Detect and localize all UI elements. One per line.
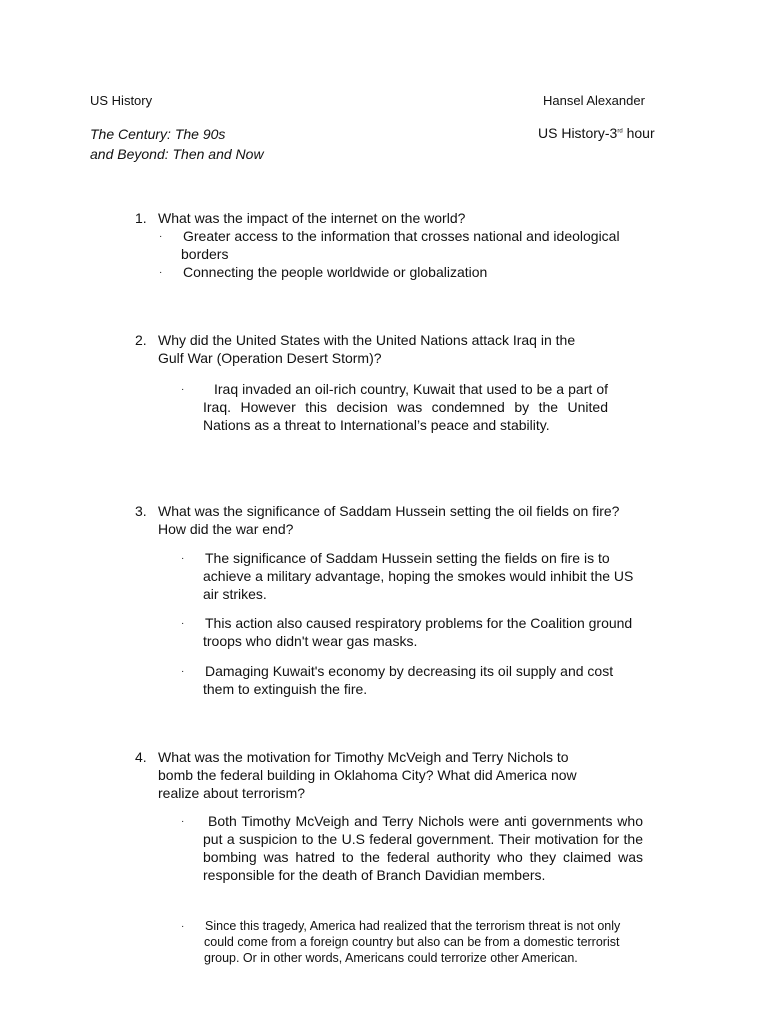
question-line: What was the impact of the internet on the world?: [158, 210, 466, 226]
bullet: ·: [159, 267, 163, 278]
question-number: 2.: [135, 332, 147, 348]
answer-line: borders: [181, 246, 229, 262]
question-text: [158, 209, 465, 227]
answer-line: could come from a foreign country but also can be from a domestic terrorist: [204, 935, 620, 949]
answer-line: Since this tragedy, America had realized that the terrorism threat is not only: [205, 919, 621, 933]
answer-line: them to extinguish the fire.: [203, 681, 368, 697]
question-line: realize about terrorism?: [158, 785, 306, 801]
course-period-suffix: hour: [622, 125, 655, 141]
answer-line: This action also caused respiratory problems for the Coalition ground: [205, 615, 633, 631]
answer-1b: Connecting the people worldwide or globalization: [183, 264, 488, 280]
bullet: ·: [181, 553, 185, 564]
answer-line: air strikes.: [203, 586, 267, 602]
question-line: bomb the federal building in Oklahoma City? What did America now: [158, 767, 577, 783]
bullet: ·: [181, 384, 185, 395]
title-line-1: The Century: The 90s: [90, 126, 226, 142]
answer-4b: [204, 918, 684, 966]
answer-line: group. Or in other words, Americans could terrorize other American.: [204, 951, 578, 965]
question-line: How did the war end?: [158, 521, 294, 537]
question-number: 3.: [135, 503, 147, 519]
author-name: Hansel Alexander: [543, 93, 645, 108]
answer-4a: Both Timothy McVeigh and Terry Nichols were anti governments who put a suspicion to the U.S federal government. Their motivation for the bombing was hatred to the federal authority who they claimed was responsible for the death of Branch Davidian members.: [203, 813, 643, 883]
answer-line: Damaging Kuwait's economy by decreasing its oil supply and cost: [205, 663, 614, 679]
question-line: Why did the United States with the United Nations attack Iraq in the: [158, 332, 576, 348]
question-line: Gulf War (Operation Desert Storm)?: [158, 350, 382, 366]
title-line-2: and Beyond: Then and Now: [90, 146, 264, 162]
answer-line: Greater access to the information that crosses national and ideological: [183, 228, 620, 244]
answer-line: The significance of Saddam Hussein setting the fields on fire is to: [205, 550, 610, 566]
question-line: What was the significance of Saddam Hussein setting the oil fields on fire?: [158, 503, 620, 519]
course-period-prefix: US History-3: [538, 125, 618, 141]
answer-1a: [181, 227, 681, 263]
question-number: 1.: [135, 210, 147, 226]
answer-3a: [203, 549, 683, 603]
bullet: ·: [181, 921, 185, 932]
question-text: [158, 502, 619, 538]
bullet: ·: [181, 618, 185, 629]
course-period: [538, 125, 655, 141]
bullet: ·: [159, 231, 163, 242]
document-title: [90, 124, 264, 164]
question-4: [135, 748, 695, 802]
course-period-ordinal: rd: [617, 128, 623, 135]
question-number: 4.: [135, 749, 147, 765]
answer-3b: [203, 614, 683, 650]
answer-line: troops who didn't wear gas masks.: [203, 633, 418, 649]
question-text: [158, 331, 575, 367]
question-line: What was the motivation for Timothy McVeigh and Terry Nichols to: [158, 749, 569, 765]
question-2: [135, 331, 695, 367]
answer-2a: Iraq invaded an oil-rich country, Kuwait that used to be a part of Iraq. However this decision was condemned by the United Nations as a threat to International’s peace and stability.: [203, 381, 608, 433]
question-3: [135, 502, 695, 538]
bullet: ·: [181, 666, 185, 677]
course-label: US History: [90, 93, 153, 108]
question-1: [135, 209, 675, 227]
answer-3c: [203, 662, 683, 698]
question-text: [158, 748, 577, 802]
answer-line: achieve a military advantage, hoping the smokes would inhibit the US: [203, 568, 634, 584]
bullet: ·: [181, 816, 185, 827]
